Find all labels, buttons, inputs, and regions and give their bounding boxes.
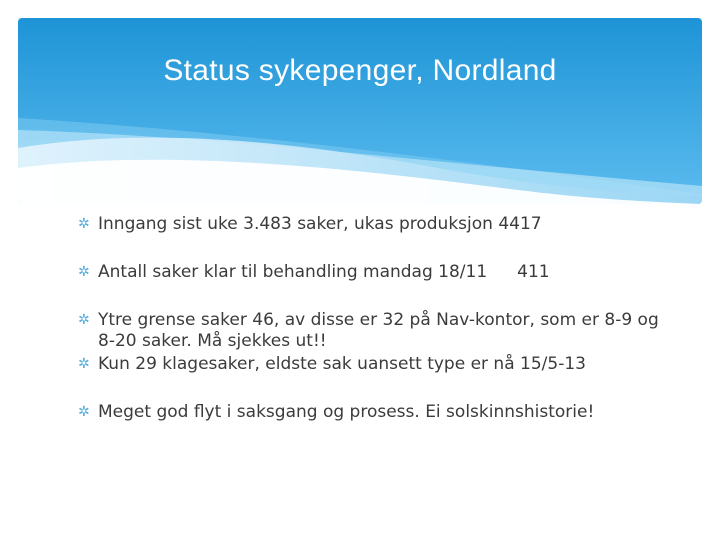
asterisk-bullet-icon: ✲	[78, 356, 90, 372]
bullet-text: Kun 29 klagesaker, eldste sak uansett type er nå 15/5-13	[98, 354, 586, 374]
header-banner	[18, 18, 702, 204]
asterisk-bullet-icon: ✲	[78, 312, 90, 328]
bullet-value: 411	[517, 262, 550, 282]
slide-title: Status sykepenger, Nordland	[163, 54, 557, 87]
bullet-text: Meget god flyt i saksgang og prosess. Ei solskinnshistorie!	[98, 402, 595, 422]
asterisk-bullet-icon: ✲	[78, 404, 90, 420]
banner-background	[18, 18, 702, 204]
bullet-item	[78, 402, 668, 423]
bullet-item	[78, 214, 668, 235]
bullet-item	[78, 310, 668, 352]
bullet-text: Inngang sist uke 3.483 saker, ukas produksjon 4417	[98, 214, 542, 234]
asterisk-bullet-icon: ✲	[78, 264, 90, 280]
bullet-text: Antall saker klar til behandling mandag 18/11	[98, 262, 488, 282]
bullet-item	[78, 354, 668, 375]
bullet-item	[78, 262, 668, 283]
asterisk-bullet-icon: ✲	[78, 216, 90, 232]
bullet-list	[78, 214, 668, 423]
bullet-text: Ytre grense saker 46, av disse er 32 på Nav-kontor, som er 8-9 og 8-20 saker. Må sjekkes ut!!	[98, 310, 659, 351]
